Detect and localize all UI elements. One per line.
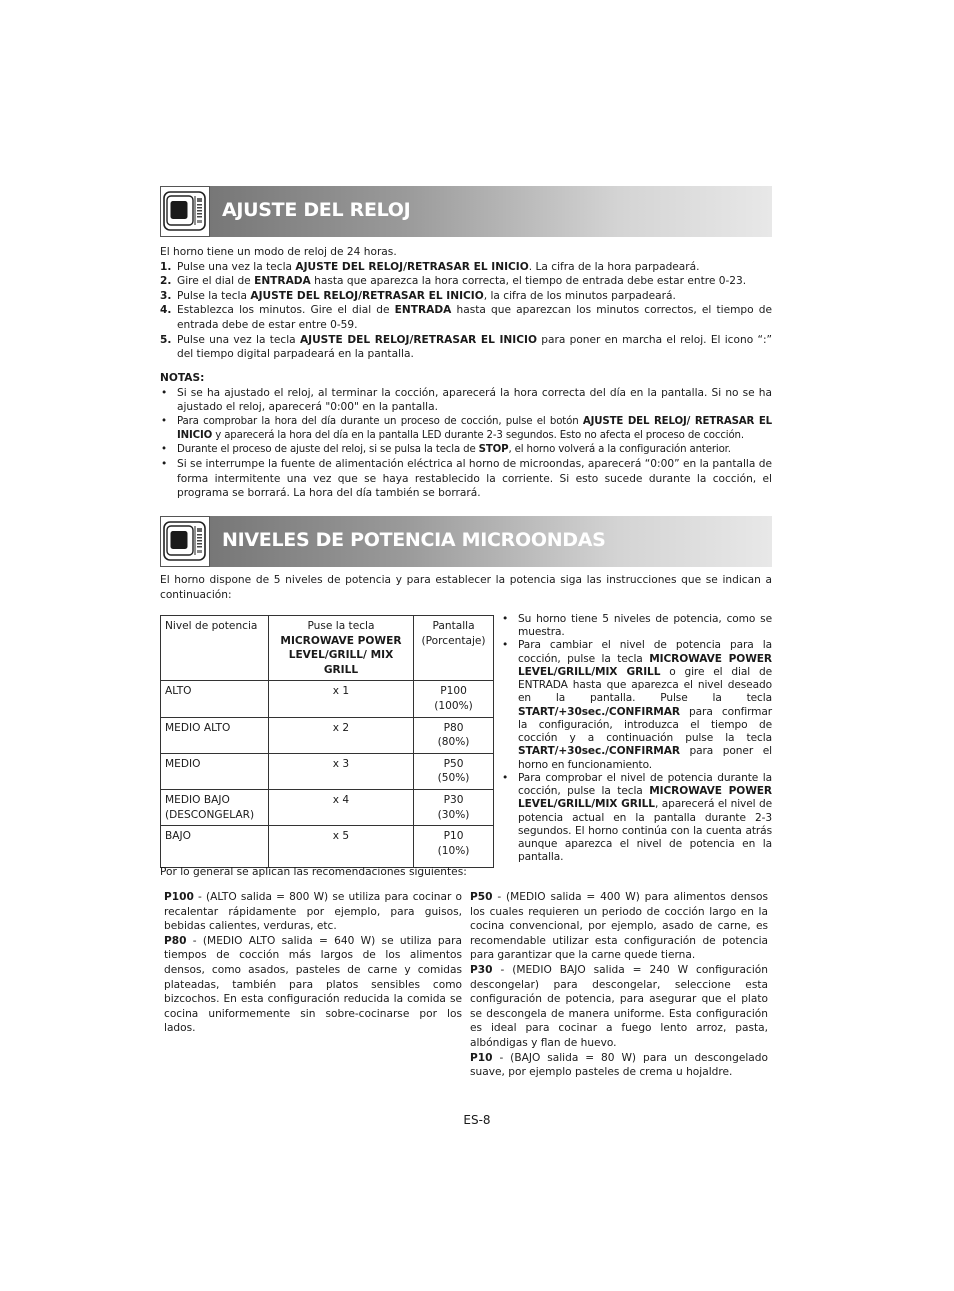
text-run: o gire el dial de ENTRADA hasta que aparezca el nivel deseado en la pantalla. Pulse la tecla: [518, 665, 772, 705]
step-item: [160, 260, 772, 275]
text-run: , el horno volverá a la configuración anterior.: [508, 443, 731, 455]
bold-text: P100: [164, 891, 194, 903]
text-run: Para comprobar la hora del día durante un proceso de cocción, pulse el botón: [177, 415, 583, 427]
step-item: [160, 303, 772, 332]
note-item: [160, 386, 772, 415]
text-run: , la cifra de los minutos parpadeará.: [483, 289, 676, 302]
table-row: [161, 826, 494, 868]
display-value: [414, 826, 494, 868]
clock-intro: El horno tiene un modo de reloj de 24 horas.: [160, 246, 397, 258]
microwave-oven-icon: [160, 516, 210, 567]
recs-right-column: [470, 890, 768, 1080]
recommendation-paragraph: [470, 963, 768, 1051]
step-item: [160, 289, 772, 304]
header-line: Puse la tecla: [307, 620, 375, 632]
text-run: Pulse una vez la tecla: [177, 260, 296, 273]
bold-text: AJUSTE DEL RELOJ/RETRASAR EL INICIO: [295, 260, 529, 273]
clock-steps-list: [160, 260, 772, 362]
text-run: - (MEDIO BAJO salida = 240 W configuración descongelar) para descongelar, seleccione esta configuración de potencia, para asegurar que el plato se descongela de manera uniforme. Esta configuración es ideal para cocinar a fuego lento arroz, pasta, albóndigas y flan de huevo.: [470, 964, 768, 1050]
clock-notes: [160, 371, 772, 501]
display-code: P100: [440, 685, 467, 698]
text-run: Si se interrumpe la fuente de alimentación eléctrica al horno de microondas, aparecerá “0:00” en la pantalla de forma intermitente una vez que se haya restablecido la corriente. Si esto sucede durante la cocción, el programa se borrará. La hora del día también se borrará.: [177, 458, 772, 500]
display-percent: (50%): [437, 772, 470, 785]
press-count: x 3: [268, 753, 413, 789]
table-row: [161, 753, 494, 789]
text-run: Establezca los minutos. Gire el dial de: [177, 304, 395, 317]
text-run: Para cambiar el nivel de potencia para la cocción, pulse la tecla: [518, 639, 772, 665]
step-number: 3.: [160, 289, 172, 302]
table-row: [161, 790, 494, 826]
text-run: y aparecerá la hora del día en la pantalla LED durante 2-3 segundos. Esto no afecta el proceso de cocción.: [212, 429, 744, 441]
text-run: Gire el dial de: [177, 275, 255, 288]
display-percent: (30%): [437, 808, 470, 821]
header-key-name: MICROWAVE POWER LEVEL/GRILL/ MIX GRILL: [280, 634, 402, 676]
power-intro: El horno dispone de 5 niveles de potencia y para establecer la potencia siga las instrucciones que se indican a continuación:: [160, 574, 772, 601]
power-level-name: MEDIO ALTO: [161, 717, 269, 753]
bold-text: P50: [470, 891, 493, 903]
display-value: [414, 790, 494, 826]
table-header-cell: Nivel de potencia: [161, 616, 269, 681]
bold-text: P80: [164, 934, 187, 947]
display-code: P50: [443, 757, 464, 770]
text-run: - (BAJO salida = 80 W) para un descongelado suave, por ejemplo pasteles de crema u hojaldre.: [470, 1051, 768, 1079]
bold-text: P30: [470, 964, 493, 977]
notes-list: [160, 386, 772, 501]
power-level-name: MEDIO BAJO (DESCONGELAR): [161, 790, 269, 826]
recs-left-column: [164, 890, 462, 1036]
table-row: [161, 717, 494, 753]
display-value: [414, 717, 494, 753]
power-notes: [501, 613, 772, 864]
step-number: 2.: [160, 275, 172, 288]
display-value: [414, 681, 494, 717]
press-count: x 5: [268, 826, 413, 868]
notes-heading: NOTAS:: [160, 372, 205, 384]
recommendation-paragraph: [470, 1051, 768, 1080]
text-run: Su horno tiene 5 niveles de potencia, como se muestra.: [518, 613, 772, 639]
text-run: Para comprobar el nivel de potencia durante la cocción, pulse la tecla: [518, 771, 772, 798]
recommendation-paragraph: [164, 890, 462, 934]
table-header-row: [161, 616, 494, 681]
power-bullet-item: [501, 639, 772, 771]
note-item: [160, 457, 772, 501]
bold-text: STOP: [478, 443, 509, 455]
clock-section-body: [160, 245, 772, 362]
press-count: x 1: [268, 681, 413, 717]
power-level-name: BAJO: [161, 826, 269, 868]
power-bullet-item: [501, 772, 772, 865]
text-run: , aparecerá el nivel de potencia actual en la pantalla durante 2-3 segundos. El horno continúa con la cuenta atrás aunque aparezca el nivel de potencia en la pantalla.: [518, 798, 772, 864]
step-item: [160, 274, 772, 289]
power-bullets-list: [501, 613, 772, 864]
press-count: x 4: [268, 790, 413, 826]
display-percent: (100%): [434, 700, 473, 713]
display-percent: (10%): [437, 844, 470, 857]
power-level-name: MEDIO: [161, 753, 269, 789]
recommend-intro: Por lo general se aplican las recomendaciones siguientes:: [160, 866, 467, 878]
step-number: 5.: [160, 333, 172, 346]
text-run: - (MEDIO salida = 400 W) para alimentos densos los cuales requieren un periodo de cocción largo en la cocina convencional, por ejemplo, asado de carne, es recomendable utilizar esta configuración de potencia para garantizar que la carne quede tierna.: [470, 891, 768, 962]
display-percent: (80%): [437, 736, 470, 749]
section-title: AJUSTE DEL RELOJ: [222, 199, 411, 221]
text-run: hasta que aparezca la hora correcta, el tiempo de entrada debe estar entre 0-23.: [310, 275, 747, 288]
display-code: P80: [443, 721, 464, 734]
text-run: Si se ha ajustado el reloj, al terminar la cocción, aparecerá la hora correcta del día en la pantalla. Si no se ha ajustado el reloj, aparecerá "0:00" en la pantalla.: [177, 386, 772, 414]
table-header-cell: Pantalla (Porcentaje): [414, 616, 494, 681]
section-banner-power: [160, 516, 772, 567]
bold-text: START/+30sec./CONFIRMAR: [518, 705, 680, 718]
table-header-cell: [268, 616, 413, 681]
text-run: - (MEDIO ALTO salida = 640 W) se utiliza para tiempos de cocción más largos de los alimentos densos, como asados, pasteles de carne y comidas plateadas, también para platos sensibles como bizcochos. En esta configuración reducida la comida se cocina uniformemente sin sobre-cocinarse por los lados.: [164, 934, 462, 1035]
microwave-oven-icon: [160, 186, 210, 237]
text-run: Pulse la tecla: [177, 289, 251, 302]
display-value: [414, 753, 494, 789]
power-bullet-item: [501, 613, 772, 639]
bold-text: AJUSTE DEL RELOJ/RETRASAR EL INICIO: [299, 333, 537, 346]
bold-text: MICROWAVE POWER LEVEL/GRILL/MIX GRILL: [518, 785, 772, 811]
text-run: para confirmar la configuración, introduzca el tiempo de cocción y a continuación pulse la tecla: [518, 705, 772, 745]
section-title: NIVELES DE POTENCIA MICROONDAS: [222, 529, 606, 551]
step-number: 4.: [160, 304, 172, 317]
note-item: [160, 443, 772, 457]
bold-text: START/+30sec./CONFIRMAR: [518, 745, 680, 758]
page-number: ES-8: [463, 1113, 491, 1127]
text-run: - (ALTO salida = 800 W) se utiliza para cocinar o recalentar rápidamente por ejemplo, para guisos, bebidas calientes, verduras, etc.: [164, 891, 462, 933]
text-run: para poner en marcha el reloj. El icono “:” del tiempo digital parpadeará en la pantalla.: [177, 333, 773, 361]
power-level-table: [160, 615, 494, 868]
text-run: Pulse una vez la tecla: [177, 333, 300, 346]
recommendation-paragraph: [164, 934, 462, 1036]
power-level-name: ALTO: [161, 681, 269, 717]
table-row: [161, 681, 494, 717]
bold-text: ENTRADA: [394, 304, 452, 317]
section-banner-clock: [160, 186, 772, 237]
step-number: 1.: [160, 260, 172, 273]
text-run: Durante el proceso de ajuste del reloj, si se pulsa la tecla de: [177, 443, 479, 455]
step-item: [160, 333, 772, 362]
note-item: [160, 415, 772, 443]
text-run: . La cifra de la hora parpadeará.: [528, 260, 700, 273]
text-run: hasta que aparezcan los minutos correctos, el tiempo de entrada debe de estar entre 0-59.: [177, 304, 772, 332]
bold-text: AJUSTE DEL RELOJ/RETRASAR EL INICIO: [250, 289, 484, 302]
bold-text: ENTRADA: [254, 275, 311, 288]
bold-text: P10: [470, 1051, 493, 1064]
press-count: x 2: [268, 717, 413, 753]
bold-text: MICROWAVE POWER LEVEL/GRILL/MIX GRILL: [518, 652, 772, 678]
bold-text: AJUSTE DEL RELOJ/ RETRASAR EL INICIO: [177, 415, 772, 441]
recommendation-paragraph: [470, 890, 768, 963]
text-run: para poner el horno en funcionamiento.: [518, 745, 772, 771]
display-code: P10: [443, 830, 464, 843]
display-code: P30: [443, 794, 464, 807]
